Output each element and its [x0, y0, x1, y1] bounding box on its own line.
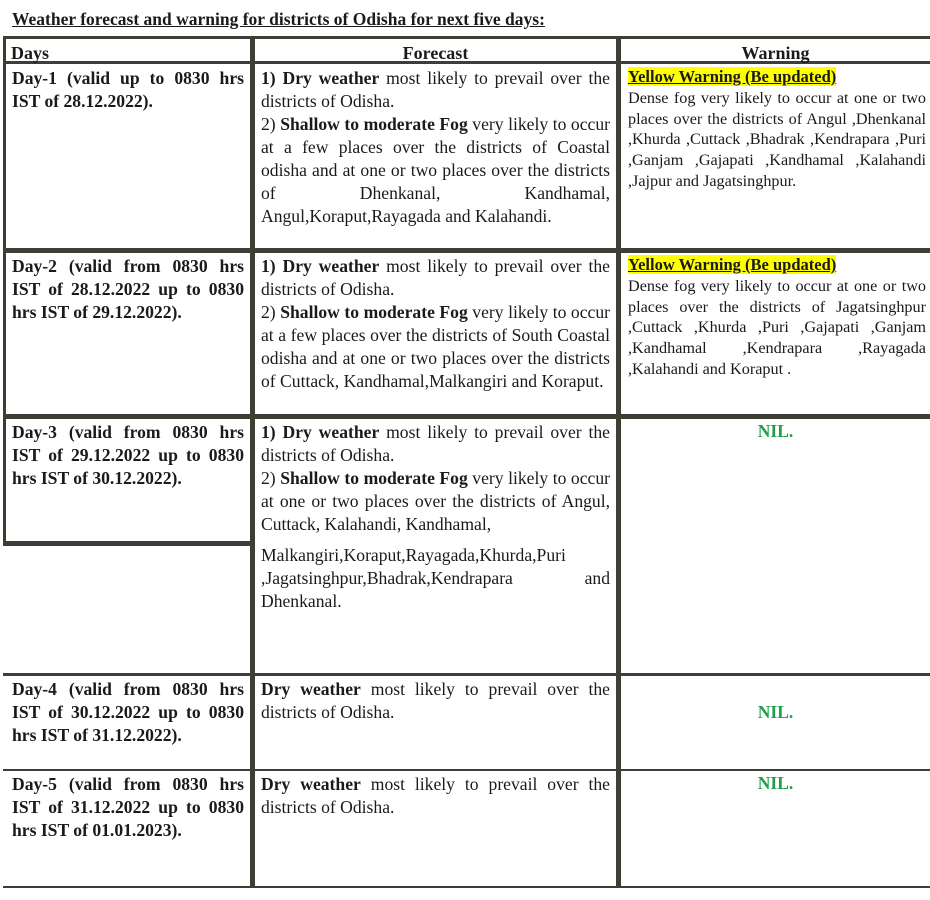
row2-bottom-border	[3, 414, 930, 419]
day-2-forecast-item-1	[261, 255, 610, 301]
row4-bottom-border	[3, 769, 930, 771]
page-title: Weather forecast and warning for districts of Odisha for next five days:	[12, 9, 545, 29]
day-1-warning	[628, 67, 926, 192]
forecast-prefix: 2)	[261, 468, 281, 488]
forecast-label: 1) Dry weather	[261, 422, 380, 442]
day-5-forecast	[261, 773, 610, 819]
day-1-forecast	[261, 67, 610, 228]
day-2-warning	[628, 255, 926, 380]
day-1-forecast-item-2	[261, 113, 610, 228]
header-days: Days	[11, 43, 50, 63]
forecast-text: very likely to occur at a few places over the districts of Coastal odisha and at one or two places over the districts of Dhenkanal, Kandhamal, Angul,Koraput,Rayagada and Kalahandi.	[261, 114, 610, 226]
forecast-text: most likely to prevail over the districts of Odisha.	[261, 679, 610, 722]
forecast-label: Shallow to moderate Fog	[280, 114, 468, 134]
table-bottom-border	[3, 886, 930, 888]
forecast-warning-divider	[616, 36, 621, 888]
forecast-text: most likely to prevail over the districts of Odisha.	[261, 774, 610, 817]
row1-bottom-border	[3, 248, 930, 253]
forecast-label: 1) Dry weather	[261, 256, 380, 276]
day-2-label: Day-2 (valid from 0830 hrs IST of 28.12.2022 up to 0830 hrs IST of 29.12.2022).	[12, 256, 244, 322]
forecast-text: very likely to occur at one or two places over the districts of Angul, Cuttack, Kalahandi, Kandhamal,	[261, 468, 610, 534]
day-2-warning-text: Dense fog very likely to occur at one or two places over the districts of Jagatsinghpur ,Cuttack ,Khurda ,Puri ,Gajapati ,Ganjam ,Kandhamal ,Kendrapara ,Rayagada ,Kalahandi and Koraput .	[628, 276, 926, 378]
table-top-border	[3, 36, 930, 39]
forecast-text: most likely to prevail over the districts of Odisha.	[261, 256, 610, 299]
row3-bottom-border	[3, 673, 930, 676]
header-forecast: Forecast	[402, 43, 469, 63]
forecast-label: Shallow to moderate Fog	[280, 302, 468, 322]
day-3-forecast-item-2	[261, 467, 610, 536]
row3-day-bottom-border	[3, 541, 255, 546]
days-forecast-divider	[250, 36, 255, 888]
day-1-forecast-item-1	[261, 67, 610, 113]
day-3-warning-nil: NIL.	[757, 421, 794, 441]
day-3-forecast-continued: Malkangiri,Koraput,Rayagada,Khurda,Puri ,Jagatsinghpur,Bhadrak,Kendrapara and Dhenkanal.	[261, 545, 610, 611]
yellow-warning-badge: Yellow Warning (Be updated)	[628, 67, 837, 86]
day-2-forecast	[261, 255, 610, 393]
forecast-prefix: 2)	[261, 114, 281, 134]
table-left-border	[3, 36, 6, 546]
forecast-prefix: 2)	[261, 302, 281, 322]
day-1-warning-text: Dense fog very likely to occur at one or two places over the districts of Angul ,Dhenkanal ,Khurda ,Cuttack ,Bhadrak ,Kendrapara ,Puri ,Ganjam ,Gajapati ,Kandhamal ,Kalahandi ,Jajpur and Jagatsinghpur.	[628, 88, 926, 190]
day-1-label: Day-1 (valid up to 0830 hrs IST of 28.12.2022).	[12, 68, 244, 111]
day-5-label: Day-5 (valid from 0830 hrs IST of 31.12.2022 up to 0830 hrs IST of 01.01.2023).	[12, 774, 244, 840]
day-4-warning-nil: NIL.	[757, 702, 794, 722]
day-4-forecast	[261, 678, 610, 724]
day-3-forecast	[261, 421, 610, 536]
yellow-warning-badge: Yellow Warning (Be updated)	[628, 255, 837, 274]
forecast-label: Shallow to moderate Fog	[280, 468, 468, 488]
forecast-text: very likely to occur at a few places over the districts of South Coastal odisha and at one or two places over the districts of Cuttack, Kandhamal,Malkangiri and Koraput.	[261, 302, 610, 391]
header-warning: Warning	[741, 43, 810, 63]
forecast-label: Dry weather	[261, 679, 361, 699]
forecast-text: most likely to prevail over the districts of Odisha.	[261, 68, 610, 111]
forecast-label: Dry weather	[261, 774, 361, 794]
day-4-label: Day-4 (valid from 0830 hrs IST of 30.12.2022 up to 0830 hrs IST of 31.12.2022).	[12, 679, 244, 745]
day-3-label: Day-3 (valid from 0830 hrs IST of 29.12.2022 up to 0830 hrs IST of 30.12.2022).	[12, 422, 244, 488]
forecast-label: 1) Dry weather	[261, 68, 380, 88]
day-5-warning-nil: NIL.	[757, 773, 794, 793]
day-2-forecast-item-2	[261, 301, 610, 393]
forecast-text: most likely to prevail over the districts of Odisha.	[261, 422, 610, 465]
day-3-forecast-item-1	[261, 421, 610, 467]
